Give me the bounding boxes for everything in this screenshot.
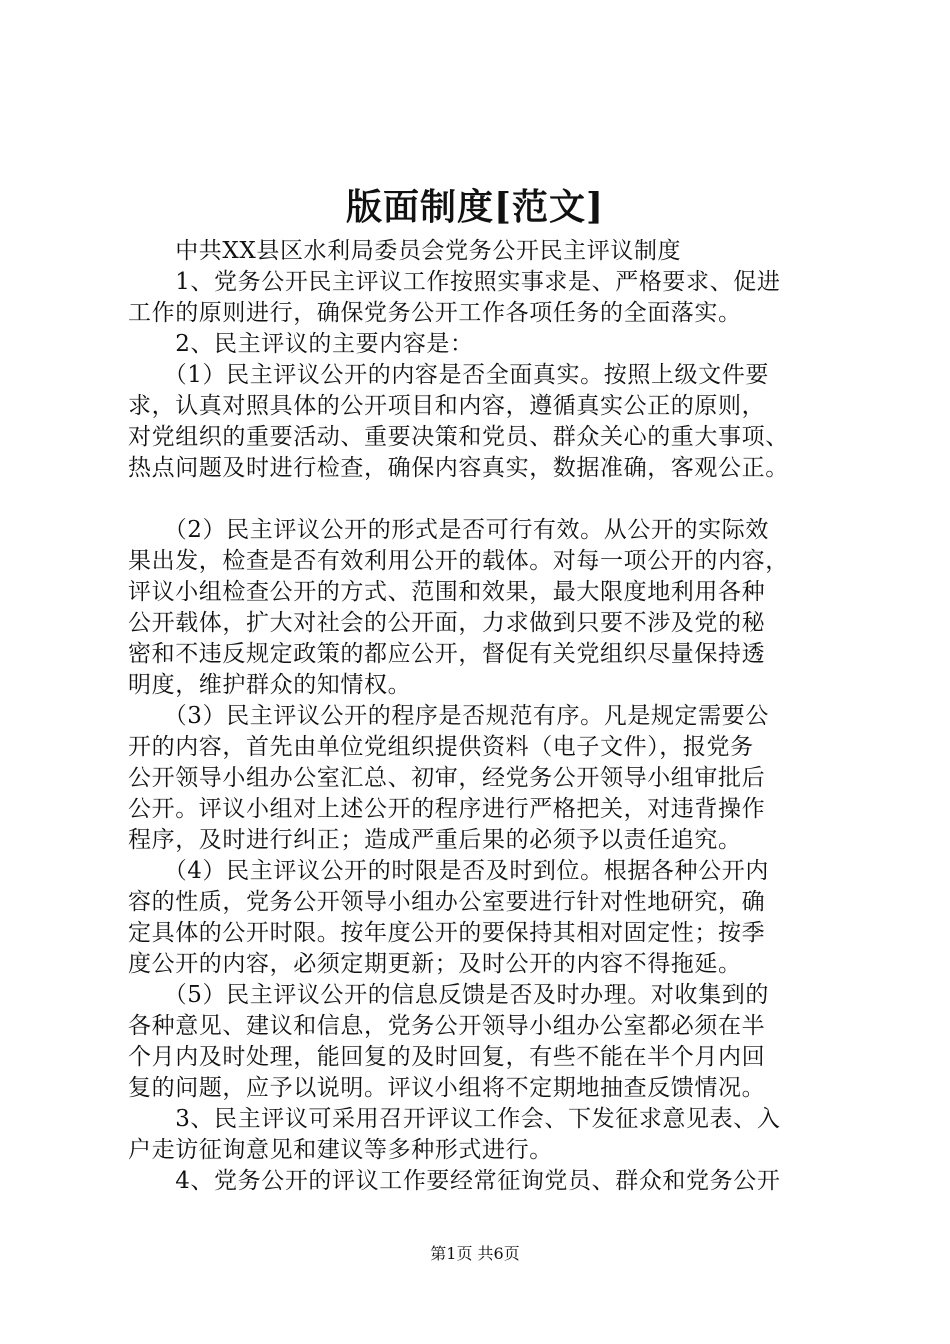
paragraph-line: 果出发，检查是否有效利用公开的载体。对每一项公开的内容， xyxy=(128,548,789,574)
paragraph-line: 热点问题及时进行检查，确保内容真实，数据准确，客观公正。 xyxy=(128,455,789,481)
paragraph-line: 1、党务公开民主评议工作按照实事求是、严格要求、促进 xyxy=(128,269,781,295)
paragraph-line: （3）民主评议公开的程序是否规范有序。凡是规定需要公 xyxy=(128,703,769,729)
paragraph-line: 工作的原则进行，确保党务公开工作各项任务的全面落实。 xyxy=(128,300,742,326)
paragraph-line: 公开。评议小组对上述公开的程序进行严格把关，对违背操作 xyxy=(128,796,766,822)
paragraph-line: （4）民主评议公开的时限是否及时到位。根据各种公开内 xyxy=(128,858,769,884)
paragraph-line: 评议小组检查公开的方式、范围和效果，最大限度地利用各种 xyxy=(128,579,766,605)
document-title: 版面制度[范文] xyxy=(345,186,605,228)
paragraph-line: 公开载体，扩大对社会的公开面，力求做到只要不涉及党的秘 xyxy=(128,610,766,636)
paragraph-line: 各种意见、建议和信息，党务公开领导小组办公室都必须在半 xyxy=(128,1013,766,1039)
paragraph-line: 4、党务公开的评议工作要经常征询党员、群众和党务公开 xyxy=(128,1168,781,1194)
paragraph-line: 度公开的内容，必须定期更新；及时公开的内容不得拖延。 xyxy=(128,951,742,977)
paragraph-line: 对党组织的重要活动、重要决策和党员、群众关心的重大事项、 xyxy=(128,424,789,450)
paragraph-line: （1）民主评议公开的内容是否全面真实。按照上级文件要 xyxy=(128,362,769,388)
paragraph-line: 2、民主评议的主要内容是： xyxy=(128,331,474,357)
paragraph-gap xyxy=(128,484,850,515)
paragraph-line: 3、民主评议可采用召开评议工作会、下发征求意见表、入 xyxy=(128,1106,781,1132)
paragraph-line: 密和不违反规定政策的都应公开，督促有关党组织尽量保持透 xyxy=(128,641,766,667)
paragraph-line: 定具体的公开时限。按年度公开的要保持其相对固定性；按季 xyxy=(128,920,766,946)
paragraph-line: 求，认真对照具体的公开项目和内容，遵循真实公正的原则， xyxy=(128,393,766,419)
paragraph-line: 复的问题，应予以说明。评议小组将不定期地抽查反馈情况。 xyxy=(128,1075,766,1101)
page-number-footer: 第1页 共6页 xyxy=(430,1244,520,1263)
paragraph-line: 明度，维护群众的知情权。 xyxy=(128,672,412,698)
paragraph-line: 户走访征询意见和建议等多种形式进行。 xyxy=(128,1137,553,1163)
paragraph-line: 个月内及时处理，能回复的及时回复，有些不能在半个月内回 xyxy=(128,1044,766,1070)
paragraph-line: 容的性质，党务公开领导小组办公室要进行针对性地研究，确 xyxy=(128,889,766,915)
paragraph-line: （5）民主评议公开的信息反馈是否及时办理。对收集到的 xyxy=(128,982,769,1008)
paragraph-line-subtitle: 中共XX县区水利局委员会党务公开民主评议制度 xyxy=(128,238,682,264)
paragraph-line: 开的内容，首先由单位党组织提供资料（电子文件），报党务 xyxy=(128,734,754,760)
paragraph-line: 程序，及时进行纠正；造成严重后果的必须予以责任追究。 xyxy=(128,827,742,853)
paragraph-line: 公开领导小组办公室汇总、初审，经党务公开领导小组审批后 xyxy=(128,765,766,791)
paragraph-line: （2）民主评议公开的形式是否可行有效。从公开的实际效 xyxy=(128,517,769,543)
document-body xyxy=(128,236,850,1197)
